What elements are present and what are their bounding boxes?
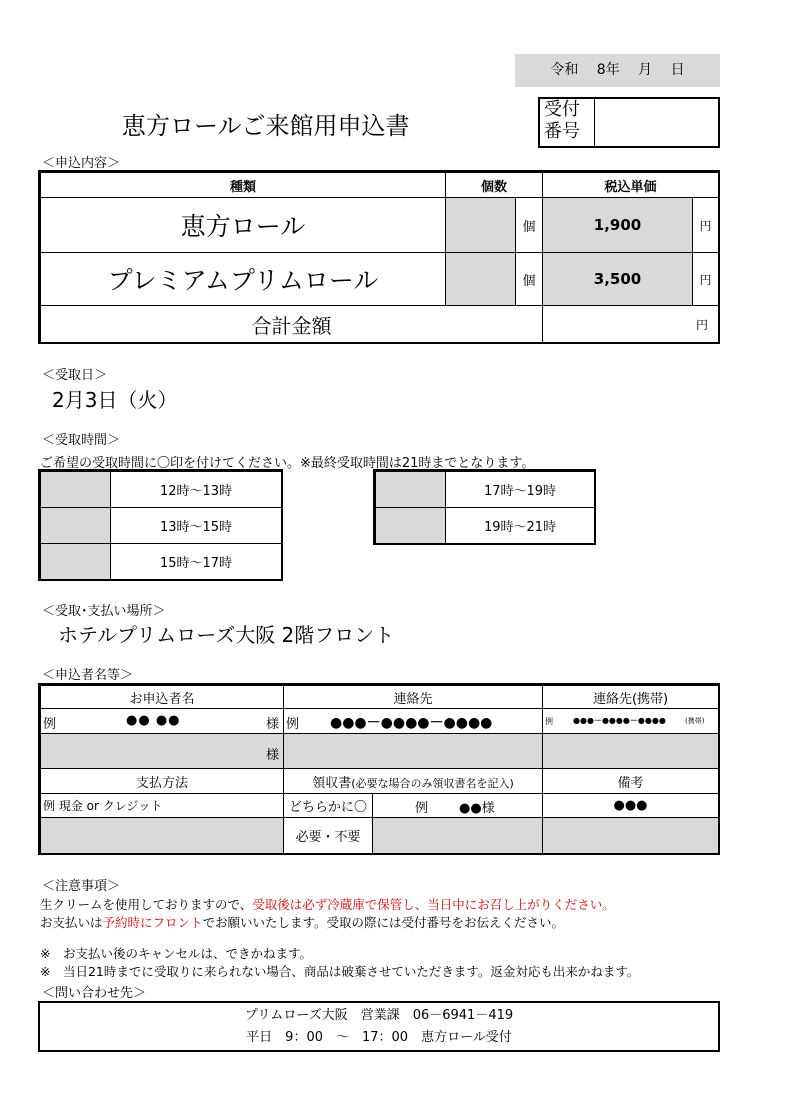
example-contact: ●●●－●●●●－●●●● <box>330 715 493 731</box>
notes-line-1 <box>40 895 615 913</box>
order-header-kind: 種類 <box>41 173 446 198</box>
notes-line-2-text: お支払いは <box>40 915 103 930</box>
order-price-unit: 円 <box>693 253 719 306</box>
example-remarks: ●●● <box>543 794 719 818</box>
order-qty-unit: 個 <box>516 253 543 306</box>
example-prefix: 例 <box>415 801 429 816</box>
applicant-header-contact: 連絡先 <box>284 686 543 709</box>
applicant-example-payment: 例 現金 or クレジット <box>41 794 284 818</box>
applicant-payment-input[interactable] <box>41 818 284 854</box>
time-slot-row <box>41 472 282 508</box>
applicant-header-name: お申込者名 <box>41 686 284 709</box>
time-slot-label: 13時～15時 <box>111 508 282 544</box>
remarks-input[interactable] <box>543 818 719 854</box>
order-item-name: プレミアムプリムロール <box>41 253 446 306</box>
receipt-example <box>373 794 543 818</box>
order-qty-input[interactable] <box>446 198 516 253</box>
order-total-label: 合計金額 <box>41 306 543 343</box>
place-section-label: ＜受取･支払い場所＞ <box>42 604 166 619</box>
order-item-name: 恵方ロール <box>41 198 446 253</box>
order-total-unit: 円 <box>696 318 709 332</box>
notes-line-3: ※ お支払い後のキャンセルは、できかねます。 <box>40 946 312 961</box>
notes-line-1-text: 生クリームを使用しておりますので、 <box>40 897 253 912</box>
pickup-time-right-grid <box>375 471 595 544</box>
applicant-header-mobile: 連絡先(携帯) <box>543 686 719 709</box>
example-prefix: 例 <box>545 717 554 726</box>
order-grid <box>40 172 719 343</box>
reception-label-line2: 番号 <box>544 121 580 142</box>
time-slot-mark[interactable] <box>41 544 111 580</box>
pickup-time-left-grid <box>40 471 282 580</box>
order-header-qty: 個数 <box>446 173 543 198</box>
time-slot-mark[interactable] <box>41 472 111 508</box>
date-label: 令和 8年 月 日 <box>550 62 685 78</box>
order-header-price: 税込単価 <box>543 173 719 198</box>
order-price: 3,500 <box>543 253 693 306</box>
contact-line-1: プリムローズ大阪 営業課 06－6941－419 <box>244 1008 514 1023</box>
applicant-header-payment: 支払方法 <box>41 769 284 794</box>
notes-line-1-warning: 受取後は必ず冷蔵庫で保管し、当日中にお召し上がりください。 <box>252 897 615 912</box>
order-price: 1,900 <box>543 198 693 253</box>
reception-number-box <box>538 97 720 148</box>
notes-line-2 <box>40 913 564 931</box>
time-slot-row <box>376 472 595 508</box>
time-slot-mark[interactable] <box>376 472 446 508</box>
notes-line-2-warning: 予約時にフロント <box>102 915 203 930</box>
applicant-header-receipt <box>284 769 543 794</box>
applicant-example-contact <box>284 709 543 734</box>
applicant-grid <box>40 685 719 854</box>
time-slot-label: 15時～17時 <box>111 544 282 580</box>
order-row <box>41 198 719 253</box>
place-value: ホテルプリムローズ大阪 2階フロント <box>58 623 395 647</box>
order-total-field[interactable] <box>543 306 719 343</box>
pickup-date-label: ＜受取日＞ <box>42 368 108 383</box>
applicant-contact-input[interactable] <box>284 734 543 769</box>
contact-line-2: 平日 9：00 ～ 17：00 恵方ロール受付 <box>246 1030 512 1045</box>
date-box <box>515 54 720 87</box>
time-slot-row <box>41 508 282 544</box>
receipt-instruction: どちらかに〇 <box>284 794 373 818</box>
time-slot-label: 12時～13時 <box>111 472 282 508</box>
receipt-header-note: (必要な場合のみ領収書名を記入) <box>351 776 514 790</box>
example-name: ●● ●● <box>126 713 181 728</box>
example-honorific: 様 <box>265 717 279 732</box>
applicant-name-input[interactable] <box>41 734 284 769</box>
pickup-time-label: ＜受取時間＞ <box>42 433 121 448</box>
order-price-unit: 円 <box>693 198 719 253</box>
reception-label <box>540 99 595 146</box>
order-section-label: ＜申込内容＞ <box>42 156 121 171</box>
applicant-header-remarks: 備考 <box>543 769 719 794</box>
receipt-name-input[interactable] <box>373 818 543 854</box>
example-prefix: 例 <box>43 717 57 732</box>
time-slot-mark[interactable] <box>376 508 446 544</box>
receipt-header-label: 領収書 <box>312 775 352 791</box>
example-prefix: 例 <box>286 717 300 732</box>
example-mobile: ●●●－●●●●－●●●● <box>573 716 666 725</box>
reception-number-field[interactable] <box>596 99 718 146</box>
applicant-example-mobile <box>543 709 719 734</box>
pickup-time-instruction: ご希望の受取時間に〇印を付けてください。※最終受取時間は21時までとなります。 <box>40 456 535 471</box>
reception-label-line1: 受付 <box>544 99 580 120</box>
time-slot-label: 19時～21時 <box>446 508 595 544</box>
applicant-section-label: ＜申込者名等＞ <box>42 668 134 683</box>
notes-line-4: ※ 当日21時までに受取りに来られない場合、商品は破棄させていただきます。返金対応も出来かねます。 <box>40 964 640 979</box>
order-row <box>41 253 719 306</box>
notes-section-label: ＜注意事項＞ <box>42 879 121 894</box>
time-slot-row <box>376 508 595 544</box>
receipt-example-name: ●●様 <box>459 801 495 816</box>
example-mobile-note: (携帯) <box>685 717 705 725</box>
page-title: 恵方ロールご来館用申込書 <box>122 112 410 140</box>
time-slot-row <box>41 544 282 580</box>
notes-line-2-text-end: でお願いいたします。受取の際には受付番号をお伝えください。 <box>202 915 565 930</box>
applicant-example-name <box>41 709 284 734</box>
order-qty-input[interactable] <box>446 253 516 306</box>
time-slot-label: 17時～19時 <box>446 472 595 508</box>
name-honorific: 様 <box>265 748 279 763</box>
pickup-date-value: 2月3日（火） <box>52 388 178 412</box>
applicant-mobile-input[interactable] <box>543 734 719 769</box>
order-qty-unit: 個 <box>516 198 543 253</box>
contact-box <box>38 1001 720 1052</box>
receipt-choice[interactable]: 必要・不要 <box>284 818 373 854</box>
contact-section-label: ＜問い合わせ先＞ <box>42 986 147 1001</box>
time-slot-mark[interactable] <box>41 508 111 544</box>
